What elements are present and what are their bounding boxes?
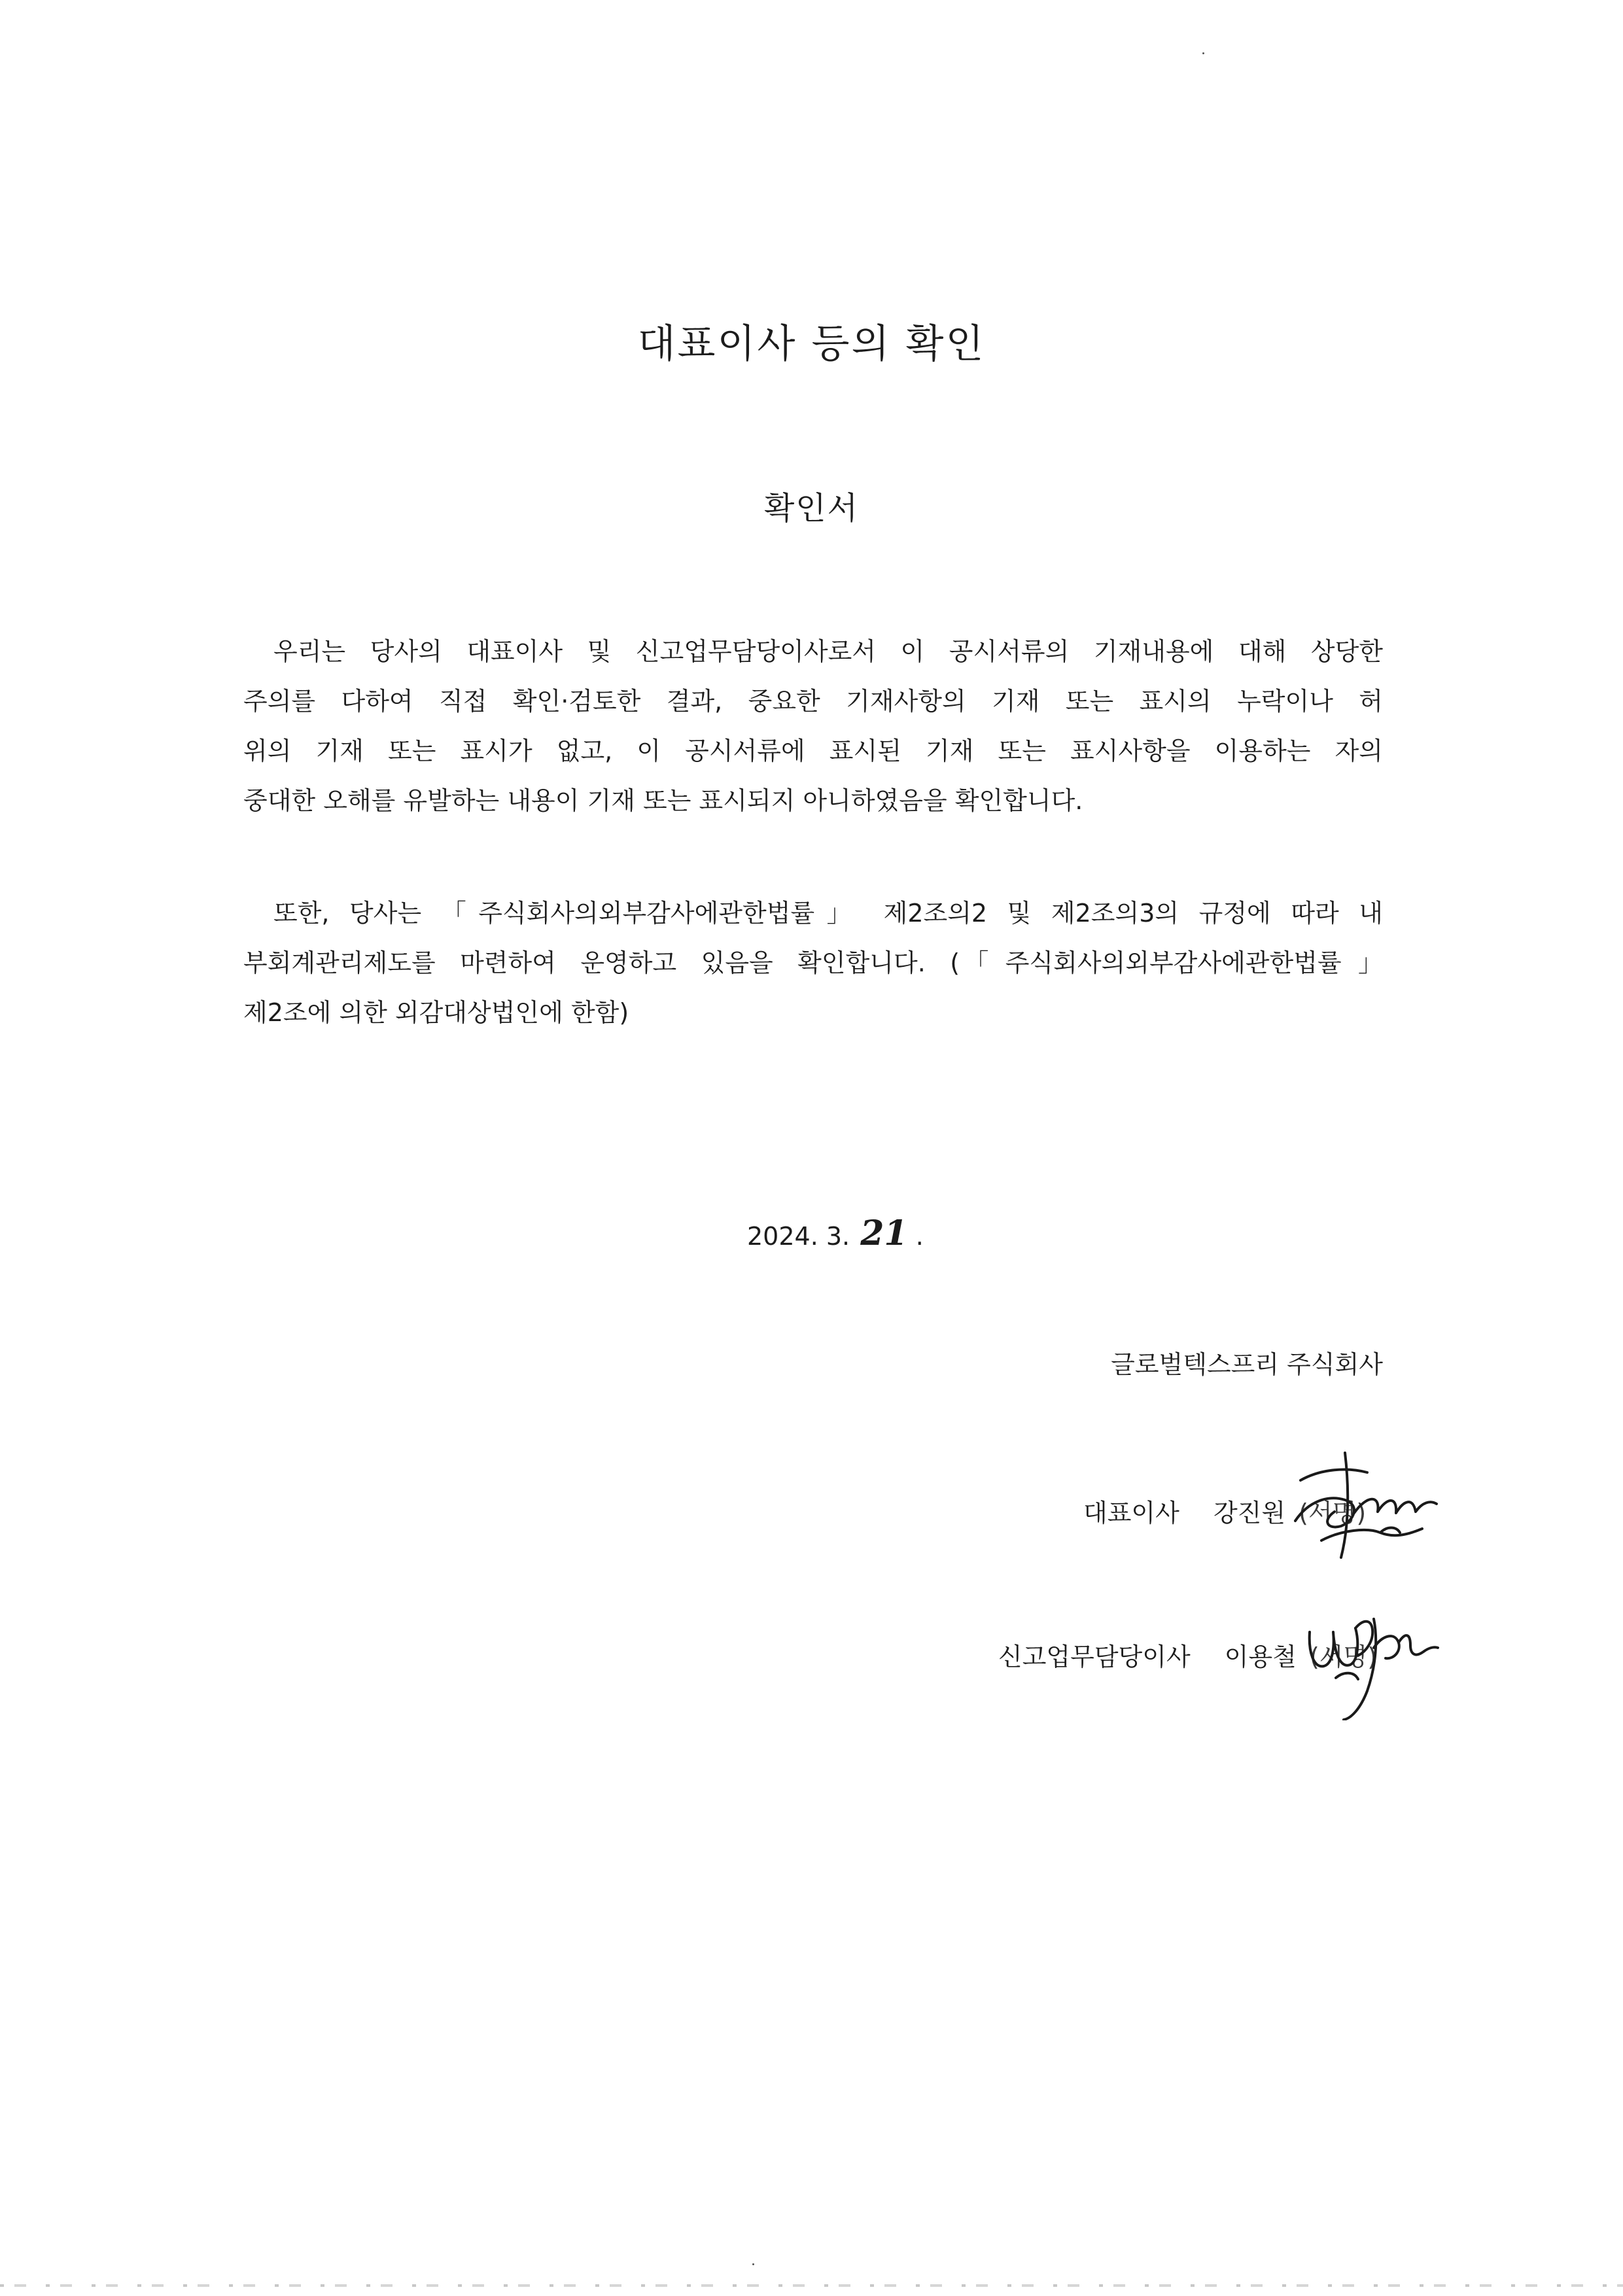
date-handwritten-day: 21 xyxy=(860,1213,908,1253)
internal-control-paragraph xyxy=(243,888,1383,1037)
signer-disclosure-officer xyxy=(998,1637,1377,1673)
signer-role: 대표이사 xyxy=(1083,1499,1179,1527)
signer-role: 신고업무담당이사 xyxy=(998,1643,1191,1671)
signer-ceo xyxy=(1083,1493,1366,1529)
paragraph-line: 중대한 오해를 유발하는 내용이 기재 또는 표시되지 아니하였음을 확인합니다. xyxy=(243,786,1083,815)
paragraph-line: 주의를 다하여 직접 확인·검토한 결과, 중요한 기재사항의 기재 또는 표시의 누락이나 허 xyxy=(243,687,1383,716)
confirmation-paragraph xyxy=(243,627,1383,826)
signature-placeholder: (서명) xyxy=(1309,1643,1378,1671)
paragraph-line: 제2조에 의한 외감대상법인에 한함) xyxy=(243,998,629,1027)
document-title: 대표이사 등의 확인 xyxy=(637,321,986,367)
signer-name: 이용철 xyxy=(1224,1643,1297,1671)
scan-speck xyxy=(752,2263,754,2265)
paragraph-line: 위의 기재 또는 표시가 없고, 이 공시서류에 표시된 기재 또는 표시사항을 이용하는 자의 xyxy=(243,737,1383,765)
date-printed: 2024. 3. xyxy=(747,1222,850,1251)
signature-placeholder: (서명) xyxy=(1299,1499,1367,1527)
paragraph-line: 부회계관리제도를 마련하여 운영하고 있음을 확인합니다. (「주식회사의외부감사에관한법률」 xyxy=(243,948,1383,977)
document-date xyxy=(747,1213,924,1253)
company-name: 글로벌텍스프리 주식회사 xyxy=(1111,1350,1383,1379)
signer-name: 강진원 xyxy=(1213,1499,1286,1527)
scan-speck xyxy=(1202,52,1204,54)
date-suffix: . xyxy=(915,1222,924,1251)
paragraph-line: 또한, 당사는 「주식회사의외부감사에관한법률」 제2조의2 및 제2조의3의 규정에 따라 내 xyxy=(273,899,1383,928)
document-subtitle: 확인서 xyxy=(763,490,860,527)
paragraph-line: 우리는 당사의 대표이사 및 신고업무담당이사로서 이 공시서류의 기재내용에 대해 상당한 xyxy=(273,637,1383,666)
scan-edge-artifact xyxy=(0,2284,1623,2287)
